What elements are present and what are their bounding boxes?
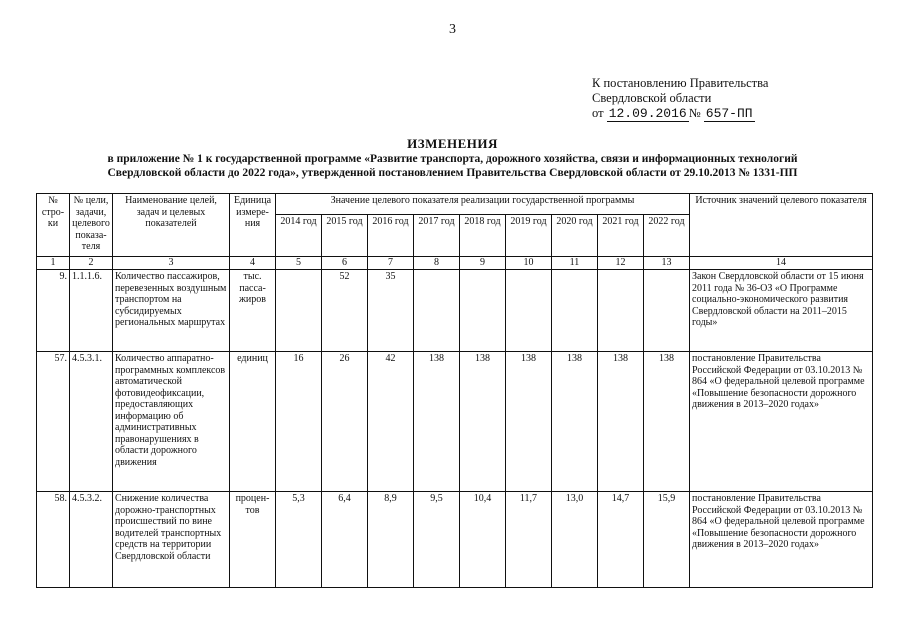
subtitle-line-1: в приложение № 1 к государственной программе «Развитие транспорта, дорожного хозяйства, связи и информационных технологий [107, 153, 798, 165]
column-index: 9 [460, 257, 506, 270]
header-values: Значение целевого показателя реализации государственной программы [276, 194, 690, 215]
cell-row-no: 9. [37, 270, 70, 352]
cell-value: 15,9 [644, 492, 690, 588]
column-index: 7 [368, 257, 414, 270]
header-year: 2022 год [644, 215, 690, 257]
approval-line-1: К постановлению Правительства [592, 76, 769, 90]
cell-value [276, 270, 322, 352]
column-index: 1 [37, 257, 70, 270]
page-number: 3 [449, 22, 456, 37]
column-index: 4 [230, 257, 276, 270]
cell-value [552, 270, 598, 352]
header-year: 2018 год [460, 215, 506, 257]
approval-from-label: от [592, 106, 604, 120]
cell-value: 138 [552, 352, 598, 492]
header-source: Источник значений целевого показателя [690, 194, 873, 257]
cell-value [460, 270, 506, 352]
cell-goal-no: 4.5.3.1. [70, 352, 113, 492]
header-unit: Единица измере-ния [230, 194, 276, 257]
cell-value: 11,7 [506, 492, 552, 588]
header-goal-no: № цели, задачи, целевого показа-теля [70, 194, 113, 257]
cell-name: Снижение количества дорожно-транспортных происшествий по вине водителей транспортных средств на территории Свердловской области [113, 492, 230, 588]
table-row [37, 492, 873, 588]
cell-value: 5,3 [276, 492, 322, 588]
cell-source: постановление Правительства Российской Федерации от 03.10.2013 № 864 «О федеральной целевой программе «Повышение безопасности дорожного движения в 2013–2020 годах» [690, 492, 873, 588]
cell-name: Количество пассажиров, перевезенных воздушным транспортом на субсидируемых региональных маршрутах [113, 270, 230, 352]
cell-unit: процен-тов [230, 492, 276, 588]
cell-source: Закон Свердловской области от 15 июня 2011 года № 36-ОЗ «О Программе социально-экономического развития Свердловской области на 2011–2015 годы» [690, 270, 873, 352]
cell-value [598, 270, 644, 352]
approval-line-2: Свердловской области [592, 91, 712, 105]
cell-row-no: 58. [37, 492, 70, 588]
cell-value: 13,0 [552, 492, 598, 588]
column-index: 12 [598, 257, 644, 270]
column-index: 11 [552, 257, 598, 270]
indicators-table [36, 193, 873, 588]
column-index: 13 [644, 257, 690, 270]
cell-value: 138 [460, 352, 506, 492]
approval-line-3 [592, 106, 768, 121]
cell-source: постановление Правительства Российской Федерации от 03.10.2013 № 864 «О федеральной целевой программе «Повышение безопасности дорожного движения в 2013–2020 годах» [690, 352, 873, 492]
cell-value: 138 [598, 352, 644, 492]
cell-value [414, 270, 460, 352]
header-year: 2015 год [322, 215, 368, 257]
cell-value [644, 270, 690, 352]
column-index: 8 [414, 257, 460, 270]
cell-row-no: 57. [37, 352, 70, 492]
cell-value: 6,4 [322, 492, 368, 588]
table-row [37, 352, 873, 492]
cell-value [506, 270, 552, 352]
cell-unit: единиц [230, 352, 276, 492]
cell-unit: тыс. пасса-жиров [230, 270, 276, 352]
header-year: 2014 год [276, 215, 322, 257]
cell-value: 42 [368, 352, 414, 492]
table-row [37, 270, 873, 352]
document-subtitle [40, 152, 865, 180]
subtitle-line-2: Свердловской области до 2022 года», утвержденной постановлением Правительства Свердловской области от 29.10.2013 № 1331-ПП [107, 167, 798, 179]
approval-date: 12.09.2016 [608, 106, 687, 121]
header-year: 2017 год [414, 215, 460, 257]
header-year: 2021 год [598, 215, 644, 257]
cell-value: 138 [644, 352, 690, 492]
header-year: 2019 год [506, 215, 552, 257]
header-name: Наименование целей, задач и целевых показателей [113, 194, 230, 257]
cell-value: 26 [322, 352, 368, 492]
cell-value: 10,4 [460, 492, 506, 588]
column-index: 14 [690, 257, 873, 270]
cell-value: 138 [506, 352, 552, 492]
approval-number-label: № [688, 106, 701, 120]
cell-goal-no: 4.5.3.2. [70, 492, 113, 588]
column-index: 2 [70, 257, 113, 270]
header-row-no: № стро-ки [37, 194, 70, 257]
approval-number: 657-ПП [705, 106, 753, 121]
cell-goal-no: 1.1.1.6. [70, 270, 113, 352]
cell-value: 9,5 [414, 492, 460, 588]
column-index: 3 [113, 257, 230, 270]
header-year: 2020 год [552, 215, 598, 257]
cell-value: 138 [414, 352, 460, 492]
document-title: ИЗМЕНЕНИЯ [407, 136, 498, 151]
cell-value: 16 [276, 352, 322, 492]
column-index: 6 [322, 257, 368, 270]
cell-value: 35 [368, 270, 414, 352]
approval-block [592, 76, 768, 121]
cell-value: 8,9 [368, 492, 414, 588]
cell-value: 14,7 [598, 492, 644, 588]
column-index: 10 [506, 257, 552, 270]
cell-value: 52 [322, 270, 368, 352]
column-index: 5 [276, 257, 322, 270]
header-year: 2016 год [368, 215, 414, 257]
cell-name: Количество аппаратно-программных комплексов автоматической фотовидеофиксации, предоставляющих информацию об административных правонарушениях в области дорожного движения [113, 352, 230, 492]
